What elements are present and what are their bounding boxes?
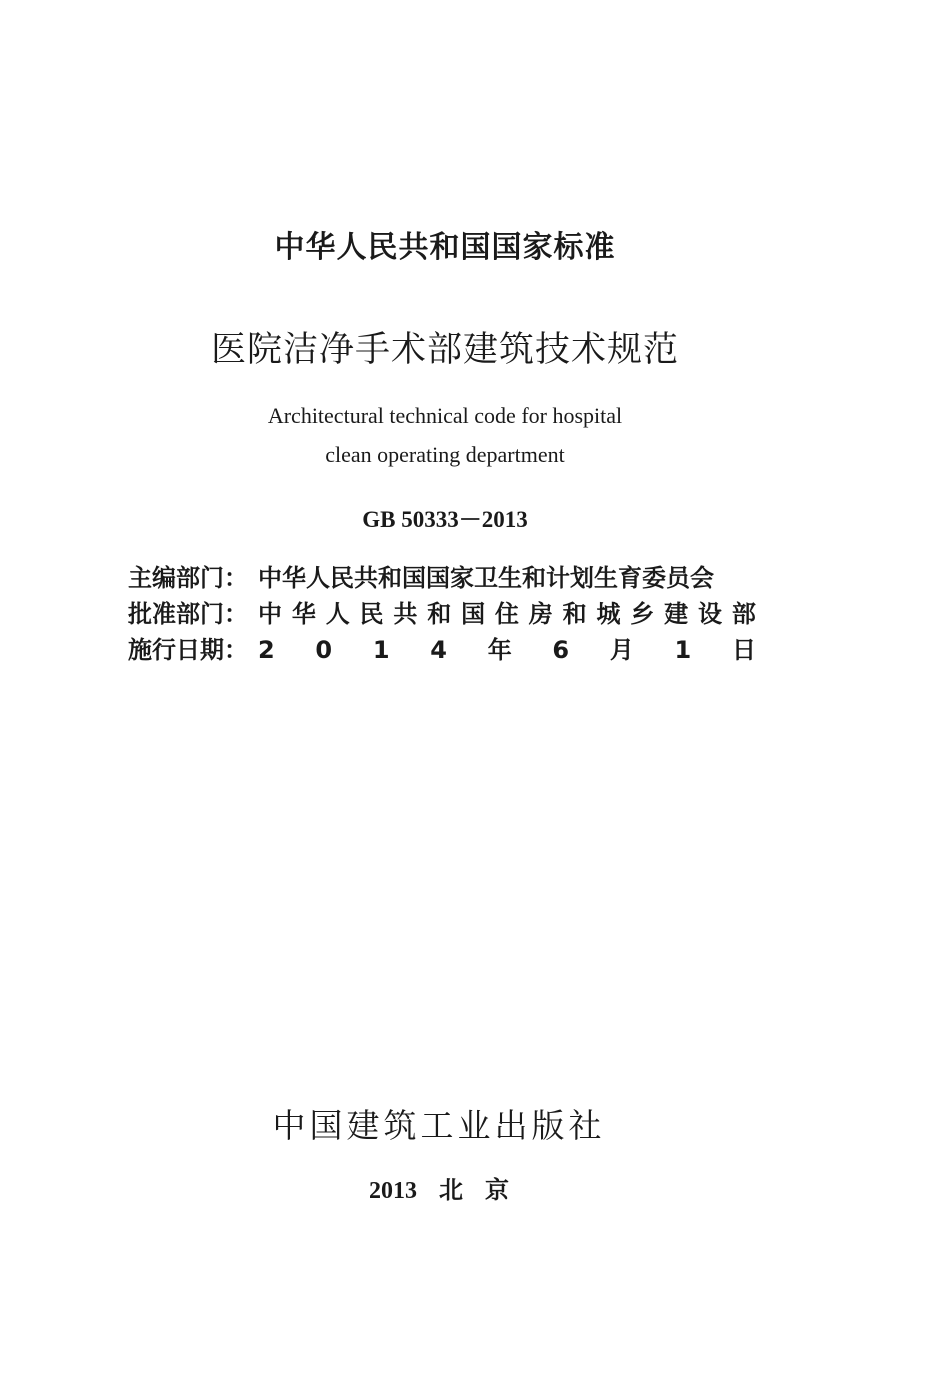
approver-char: 华 xyxy=(291,600,316,628)
document-title-english xyxy=(0,396,920,474)
date-row xyxy=(128,632,756,668)
approver-char: 中 xyxy=(258,600,282,628)
date-char: 年 xyxy=(487,636,512,664)
date-char: 1 xyxy=(674,636,692,664)
approver-value xyxy=(258,596,756,632)
info-block xyxy=(128,560,756,668)
editor-value: 中华人民共和国国家卫生和计划生育委员会 xyxy=(258,564,714,592)
approver-char: 建 xyxy=(664,600,689,628)
publisher-name: 中国建筑工业出版社 xyxy=(272,1106,606,1145)
approver-char: 设 xyxy=(697,600,722,628)
date-char: 日 xyxy=(731,636,756,664)
editor-label: 主编部门： xyxy=(128,564,248,592)
approver-row xyxy=(128,596,756,632)
document-title-chinese: 医院洁净手术部建筑技术规范 xyxy=(210,330,679,370)
date-value xyxy=(258,632,756,668)
approver-char: 和 xyxy=(427,600,452,628)
approver-char: 共 xyxy=(393,600,418,628)
date-char: 0 xyxy=(315,636,333,664)
title-english-line-2: clean operating department xyxy=(325,442,565,467)
approver-char: 房 xyxy=(528,600,553,628)
date-label: 施行日期： xyxy=(128,636,248,664)
date-char: 1 xyxy=(372,636,390,664)
publication-city-char: 北 xyxy=(439,1178,463,1204)
approver-char: 人 xyxy=(325,600,350,628)
approver-char: 住 xyxy=(494,600,519,628)
approver-label: 批准部门： xyxy=(128,600,248,628)
approver-char: 国 xyxy=(461,600,486,628)
publication-city-char: 京 xyxy=(485,1178,509,1204)
publication-year: 2013 xyxy=(369,1178,417,1204)
title-english-line-1: Architectural technical code for hospital xyxy=(267,403,623,428)
date-char: 4 xyxy=(430,636,447,664)
publication-year-place xyxy=(0,1170,914,1205)
standard-code: GB 50333－2013 xyxy=(362,507,528,532)
date-char: 6 xyxy=(552,636,570,664)
approver-char: 城 xyxy=(596,600,621,628)
date-char: 2 xyxy=(258,636,275,664)
approver-char: 和 xyxy=(562,600,587,628)
approver-char: 民 xyxy=(359,600,384,628)
date-char: 月 xyxy=(609,636,634,664)
national-standard-heading: 中华人民共和国国家标准 xyxy=(274,230,616,265)
approver-char: 乡 xyxy=(630,600,655,628)
approver-char: 部 xyxy=(731,600,756,628)
editor-row xyxy=(128,560,756,596)
